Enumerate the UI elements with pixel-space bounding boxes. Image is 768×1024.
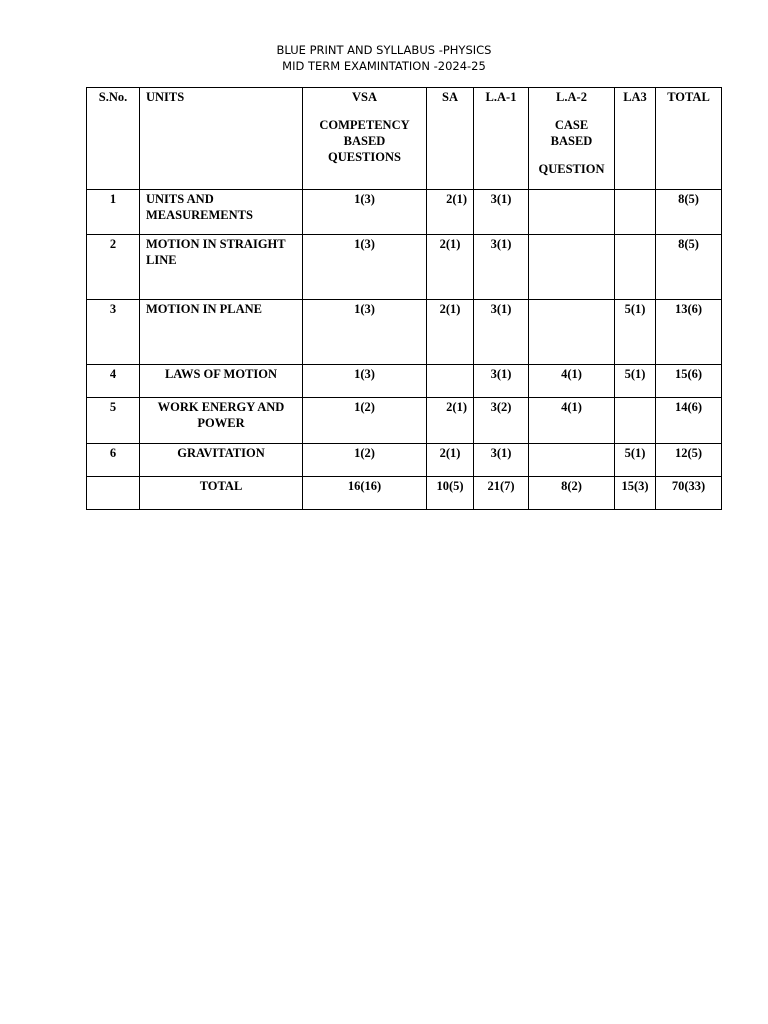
cell-la3: 5(1): [615, 300, 656, 365]
total-vsa: 16(16): [303, 477, 427, 510]
cell-sno: 3: [87, 300, 140, 365]
total-la1: 21(7): [474, 477, 529, 510]
table-row: [87, 444, 722, 477]
cell-unit: LAWS OF MOTION: [140, 365, 303, 398]
table-row: [87, 398, 722, 444]
table-total-row: [87, 477, 722, 510]
header-vsa-label: VSA: [351, 90, 377, 104]
cell-total: 14(6): [656, 398, 722, 444]
blueprint-table: [86, 87, 722, 510]
cell-la2: [529, 444, 615, 477]
cell-vsa: 1(3): [303, 235, 427, 300]
cell-la2: 4(1): [529, 365, 615, 398]
header-la2: [529, 88, 615, 190]
cell-unit: GRAVITATION: [140, 444, 303, 477]
cell-la2: 4(1): [529, 398, 615, 444]
cell-la3: [615, 398, 656, 444]
cell-la2: [529, 235, 615, 300]
cell-la2: [529, 190, 615, 235]
total-la3: 15(3): [615, 477, 656, 510]
cell-sno: 2: [87, 235, 140, 300]
cell-la3: 5(1): [615, 444, 656, 477]
cell-la1: 3(2): [474, 398, 529, 444]
header-sno: S.No.: [87, 88, 140, 190]
header-units: UNITS: [140, 88, 303, 190]
table-row: [87, 300, 722, 365]
cell-unit: WORK ENERGY AND POWER: [140, 398, 303, 444]
cell-total: 8(5): [656, 190, 722, 235]
header-la3: LA3: [615, 88, 656, 190]
title-line-2: MID TERM EXAMINTATION -2024-25: [282, 59, 486, 73]
cell-unit: UNITS AND MEASUREMENTS: [140, 190, 303, 235]
header-la1: L.A-1: [474, 88, 529, 190]
cell-vsa: 1(2): [303, 398, 427, 444]
table-row: [87, 365, 722, 398]
total-label: TOTAL: [140, 477, 303, 510]
cell-sno: 4: [87, 365, 140, 398]
cell-sno-empty: [87, 477, 140, 510]
cell-la1: 3(1): [474, 235, 529, 300]
header-vsa-sub-3: QUESTIONS: [328, 150, 401, 164]
cell-total: 15(6): [656, 365, 722, 398]
header-total: TOTAL: [656, 88, 722, 190]
cell-vsa: 1(3): [303, 190, 427, 235]
cell-la1: 3(1): [474, 300, 529, 365]
cell-sa: 2(1): [427, 398, 474, 444]
cell-la1: 3(1): [474, 365, 529, 398]
table-row: [87, 235, 722, 300]
total-grand: 70(33): [656, 477, 722, 510]
cell-vsa: 1(3): [303, 300, 427, 365]
header-vsa-sub-1: COMPETENCY: [319, 118, 410, 132]
total-sa: 10(5): [427, 477, 474, 510]
header-vsa-sub-2: BASED: [343, 134, 386, 148]
cell-la3: [615, 190, 656, 235]
cell-la1: 3(1): [474, 444, 529, 477]
cell-total: 8(5): [656, 235, 722, 300]
cell-la2: [529, 300, 615, 365]
total-la2: 8(2): [529, 477, 615, 510]
header-la2-sub-1: CASE: [554, 118, 589, 132]
cell-sa: 2(1): [427, 235, 474, 300]
table-header-row: [87, 88, 722, 190]
cell-la1: 3(1): [474, 190, 529, 235]
document-title: [0, 42, 768, 74]
cell-sa: 2(1): [427, 300, 474, 365]
cell-sa: 2(1): [427, 444, 474, 477]
cell-la3: 5(1): [615, 365, 656, 398]
cell-sno: 1: [87, 190, 140, 235]
header-vsa: [303, 88, 427, 190]
cell-sno: 5: [87, 398, 140, 444]
table-row: [87, 190, 722, 235]
cell-sa: [427, 365, 474, 398]
cell-total: 13(6): [656, 300, 722, 365]
header-la2-sub-3: QUESTION: [538, 162, 605, 176]
header-la2-label: L.A-2: [556, 90, 587, 104]
cell-unit: MOTION IN STRAIGHT LINE: [140, 235, 303, 300]
cell-sa: 2(1): [427, 190, 474, 235]
cell-vsa: 1(2): [303, 444, 427, 477]
title-line-1: BLUE PRINT AND SYLLABUS -PHYSICS: [276, 43, 492, 57]
cell-sno: 6: [87, 444, 140, 477]
cell-la3: [615, 235, 656, 300]
header-la2-sub-2: BASED: [550, 134, 593, 148]
cell-unit: MOTION IN PLANE: [140, 300, 303, 365]
cell-vsa: 1(3): [303, 365, 427, 398]
cell-total: 12(5): [656, 444, 722, 477]
header-sa: SA: [427, 88, 474, 190]
